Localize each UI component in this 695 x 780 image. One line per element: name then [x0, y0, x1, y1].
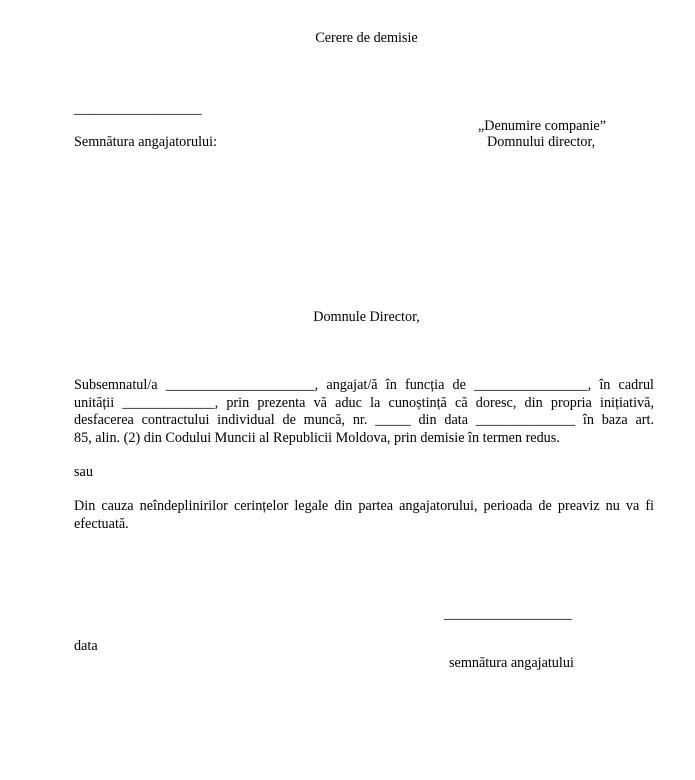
notice-paragraph-line: Din cauza neîndeplinirilor cerințelor legale din partea angajatorului, perioada de preaviz nu va fi — [74, 498, 654, 514]
salutation: Domnule Director, — [313, 309, 420, 325]
body-paragraph-line: unității _____________, prin prezenta vă aduc la cunoștință că doresc, din propria inițiativă, — [74, 394, 654, 411]
notice-paragraph — [74, 498, 654, 533]
body-paragraph — [74, 377, 654, 447]
signature-line-right: __________________ — [444, 606, 572, 622]
director-addressee: Domnului director, — [487, 134, 596, 150]
company-name-placeholder: „Denumire companie” — [478, 118, 607, 134]
date-label: data — [74, 638, 98, 654]
signature-line-left: __________________ — [74, 101, 202, 117]
employee-signature-label: semnătura angajatului — [449, 655, 574, 671]
document-title: Cerere de demisie — [315, 30, 418, 46]
notice-paragraph-line: efectuată. — [74, 515, 129, 532]
body-paragraph-line: 85, alin. (2) din Codului Muncii al Republicii Moldova, prin demisie în termen redus. — [74, 429, 560, 446]
employer-signature-label: Semnătura angajatorului: — [74, 134, 218, 150]
body-paragraph-line: Subsemnatul/a _____________________, angajat/ă în funcția de ________________, în cadrul — [74, 377, 654, 393]
or-word: sau — [74, 464, 93, 480]
body-paragraph-line: desfacerea contractului individual de muncă, nr. _____ din data ______________ în baza art. — [74, 412, 654, 428]
